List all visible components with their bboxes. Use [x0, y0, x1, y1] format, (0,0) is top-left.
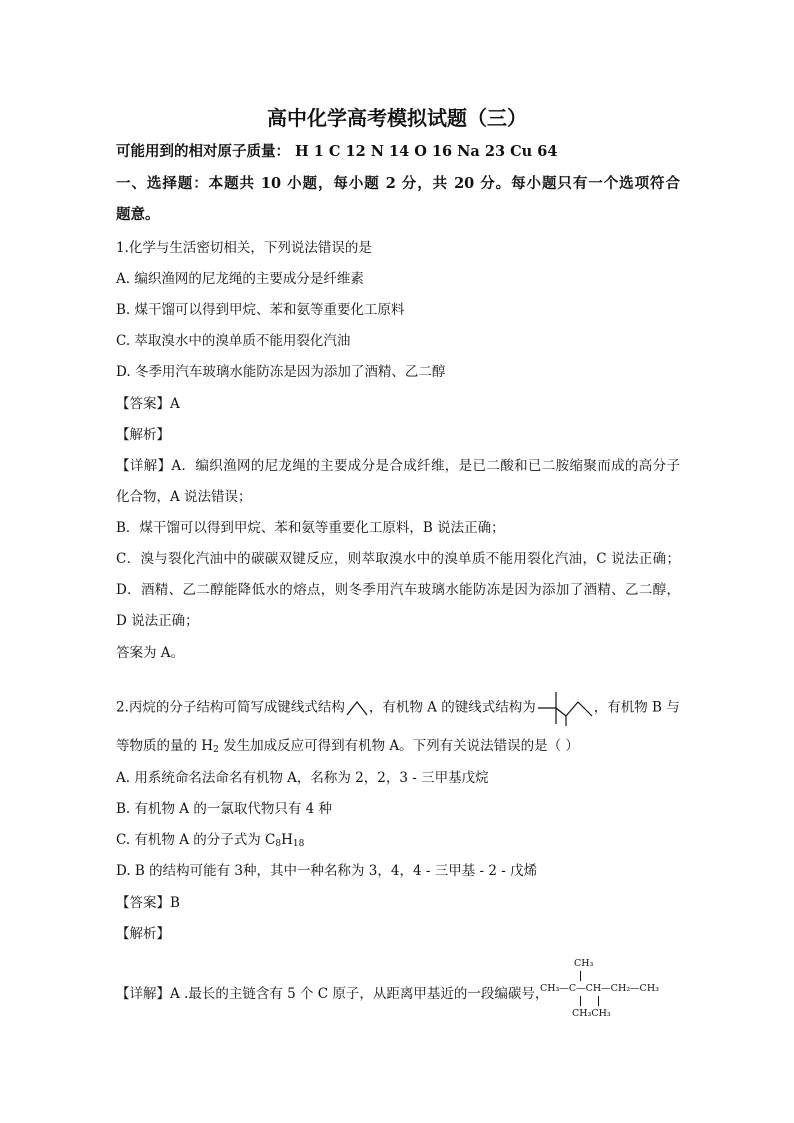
q2-stem-part2: ，有机物 A 的键线式结构为	[368, 699, 536, 716]
q2-stem-line1	[116, 688, 680, 728]
q1-answer: 【答案】A	[116, 396, 180, 412]
formula-ch3-top: CH₃	[574, 958, 594, 969]
q2-option-d: D. B 的结构可能有 3种，其中一种名称为 3，4，4 - 三甲基 - 2 - 戊烯	[116, 863, 538, 879]
formula-ch3-bottom-left: CH₃	[572, 1008, 592, 1019]
q2-option-c	[116, 830, 304, 850]
q2-stem-part3: ，有机物 B 与	[593, 699, 680, 716]
q1-detail-line2: 化合物，A 说法错误；	[116, 489, 252, 505]
q1-analysis-label: 【解析】	[116, 427, 170, 443]
q2-stem-line2	[116, 736, 579, 756]
q2-analysis-label: 【解析】	[116, 926, 170, 942]
q1-detail-line6: D 说法正确；	[116, 613, 199, 629]
carbon-subscript: 8	[275, 839, 282, 849]
formula-bottom-bond-right	[598, 996, 599, 1006]
q2-option-b: B. 有机物 A 的一氯取代物只有 4 种	[116, 801, 333, 817]
q1-conclusion: 答案为 A。	[116, 645, 185, 661]
q1-option-a: A. 编织渔网的尼龙绳的主要成分是纤维素	[116, 271, 364, 287]
q1-detail-line4: C．溴与裂化汽油中的碳碳双键反应，则萃取溴水中的溴单质不能用裂化汽油，C 说法正确；	[116, 551, 680, 567]
q2-option-a: A. 用系统命名法命名有机物 A，名称为 2，2，3 - 三甲基戊烷	[116, 770, 489, 786]
atomic-mass-line: 可能用到的相对原子质量： H 1 C 12 N 14 O 16 Na 23 Cu 64	[116, 143, 558, 160]
q2-option-c-prefix: C. 有机物 A 的分子式为 C	[116, 832, 276, 848]
formula-ch3-bottom-right: CH₃	[591, 1008, 611, 1019]
q2-detail-line1: 【详解】A .最长的主链含有 5 个 C 原子，从距离甲基近的一段编碳号，	[116, 986, 549, 1002]
h2-subscript: 2	[213, 745, 219, 755]
q1-detail-line3: B．煤干馏可以得到甲烷、苯和氨等重要化工原料，B 说法正确；	[116, 520, 505, 536]
q1-option-b: B. 煤干馏可以得到甲烷、苯和氨等重要化工原料	[116, 302, 405, 318]
q2-stem-part1: 2.丙烷的分子结构可简写成键线式结构	[116, 699, 345, 716]
q2-stem-line2-a: 等物质的量的 H	[116, 738, 214, 754]
q1-detail-line5: D．酒精、乙二醇能降低水的熔点，则冬季用汽车玻璃水能防冻是因为添加了酒精、乙二醇，	[116, 582, 680, 598]
formula-top-bond	[580, 971, 581, 981]
formula-bottom-bond-left	[580, 996, 581, 1006]
q2-option-c-h: H	[281, 832, 293, 848]
section1-heading-line1: 一、选择题：本题共 10 小题，每小题 2 分，共 20 分。每小题只有一个选项符合	[116, 175, 680, 192]
q1-stem: 1.化学与生活密切相关，下列说法错误的是	[116, 240, 372, 256]
propane-skeletal-icon	[345, 699, 369, 717]
hydrogen-subscript: 18	[292, 839, 305, 849]
q1-option-d: D. 冬季用汽车玻璃水能防冻是因为添加了酒精、乙二醇	[116, 364, 446, 380]
q1-option-c: C. 萃取溴水中的溴单质不能用裂化汽油	[116, 333, 351, 349]
compound-a-skeletal-icon	[536, 688, 594, 728]
section1-heading-line2: 题意。	[116, 206, 160, 223]
q2-answer: 【答案】B	[116, 895, 180, 911]
formula-ch3-bottom	[572, 1008, 611, 1020]
page-title: 高中化学高考模拟试题（三）	[267, 106, 527, 130]
q2-stem-line2-b: 发生加成反应可得到有机物 A。下列有关说法错误的是（ ）	[218, 738, 579, 754]
formula-main-chain: CH₃—C—CH—CH₂—CH₃	[540, 983, 659, 994]
q1-detail-line1: 【详解】A．编织渔网的尼龙绳的主要成分是合成纤维，是已二酸和已二胺缩聚而成的高分子	[116, 458, 680, 474]
structural-formula	[540, 958, 690, 1024]
